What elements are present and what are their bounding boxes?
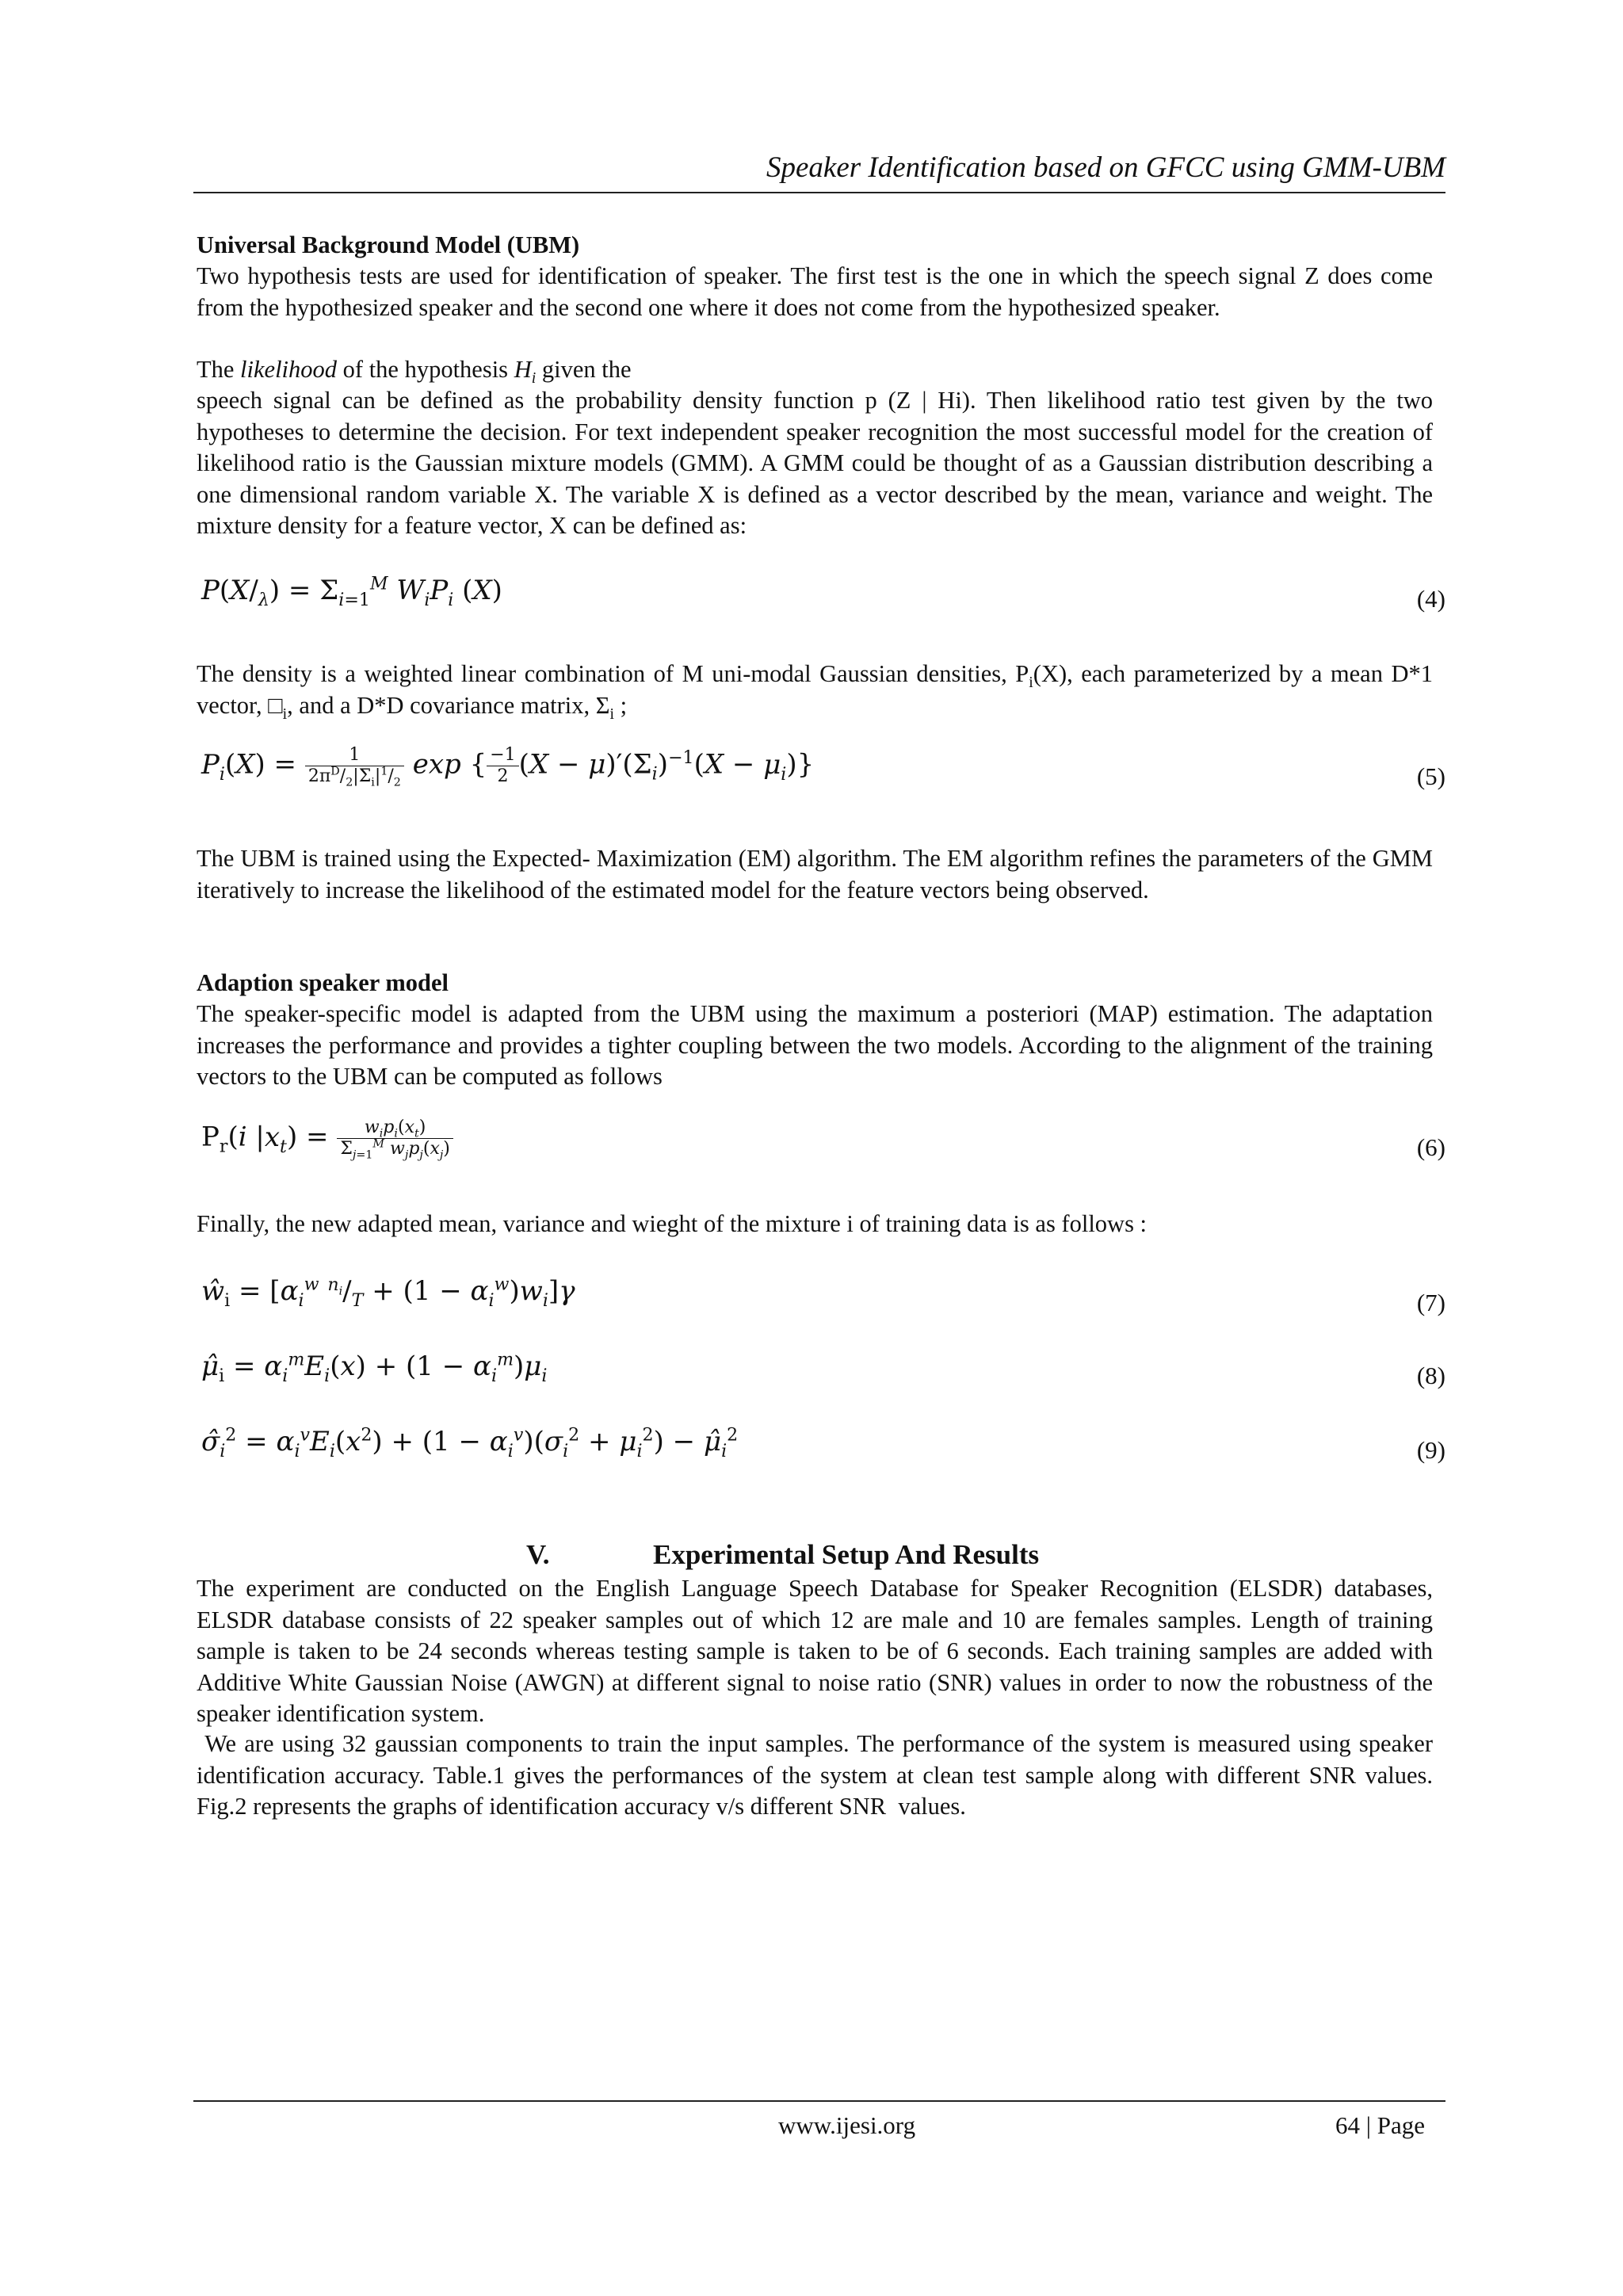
section-5-paragraph-1: The experiment are conducted on the English Language Speech Database for Speaker Recognition (ELSDR) databases, ELSDR database consists of 22 speaker samples out of which 12 are male and 10 are females samples. Length of training sample is taken to be 24 seconds whereas testing sample is taken to be of 6 seconds. Each training samples are added with Additive White Gaussian Noise (AWGN) at different signal to noise ratio (SNR) values in order to now the robustness of the speaker identification system. bbox=[197, 1575, 1433, 1727]
footer-website: www.ijesi.org bbox=[778, 2111, 916, 2139]
section-5-title: Experimental Setup And Results bbox=[653, 1539, 1040, 1570]
ubm-heading: Universal Background Model (UBM) bbox=[197, 231, 580, 258]
equation-7: $ŵ_i = [\alpha_i^w$ $^{n_i}/_T + (1 - \alpha_i^w)w_i]\gamma$ bbox=[201, 1274, 575, 1311]
footer-page-number: 64 | Page bbox=[1335, 2111, 1425, 2139]
ubm-paragraph-3: speech signal can be defined as the probability density function p (Z | Hi). Then likelihood ratio test given by the two hypotheses to determine the decision. For text independent speaker recognition the most successful model for the creation of likelihood ratio is the Gaussian mixture models (GMM). A GMM could be thought of as a Gaussian distribution describing a one dimensional random variable X. The variable X is defined as a vector described by the mean, variance and weight. The mixture density for a feature vector, X can be defined as: bbox=[197, 387, 1433, 539]
adaption-paragraph-2: Finally, the new adapted mean, variance and wieght of the mixture i of training data is as follows : bbox=[197, 1210, 1148, 1237]
equation-9: $\sigmâ_i^2 = \alpha_i^vE_i(x^2) + (1 - \alpha_i^v)(\sigma_i^2 + \mu_i^2)$ − $\mû_i^2$ bbox=[201, 1424, 739, 1461]
ubm-paragraph-2: The likelihood of the hypothesis $H_i$ given the bbox=[197, 356, 632, 388]
section-5-number: V. bbox=[526, 1539, 550, 1570]
running-header: Speaker Identification based on GFCC using GMM-UBM bbox=[766, 151, 1445, 184]
ubm-paragraph-1: Two hypothesis tests are used for identification of speaker. The first test is the one in which the speech signal Z does come from the hypothesized speaker and the second one where it does not come from the hypothesized speaker. bbox=[197, 262, 1433, 321]
section-5-paragraph-2: We are using 32 gaussian components to train the input samples. The performance of the system is measured using speaker identification accuracy. Table.1 gives the performances of the system at clean test sample along with different SNR values. Fig.2 represents the graphs of identification accuracy v/s different SNR values. bbox=[197, 1730, 1439, 1820]
header-rule bbox=[193, 192, 1445, 193]
equation-5-number: (5) bbox=[1416, 762, 1445, 790]
equation-6: $P_r(i$ $|x_t$) = $\frac{w_ip_i(x_t)}{\Sigma_{j=1}^M w_jp_j(x_j)}$ bbox=[201, 1117, 453, 1159]
ubm-paragraph-5: The UBM is trained using the Expected- Maximization (EM) algorithm. The EM algorithm refines the parameters of the GMM iteratively to increase the likelihood of the estimated model for the feature vectors being observed. bbox=[197, 845, 1433, 904]
equation-7-number: (7) bbox=[1416, 1289, 1445, 1316]
adaption-heading: Adaption speaker model bbox=[197, 969, 449, 996]
equation-8: $\mû_i = \alpha_i^mE_i(x) + (1 - \alpha_i^m)\mu_i$ bbox=[201, 1349, 548, 1386]
adaption-paragraph-1: The speaker-specific model is adapted from the UBM using the maximum a posteriori (MAP) estimation. The adaptation increases the performance and provides a tighter coupling between the two models. According to the alignment of the training vectors to the UBM can be computed as follows bbox=[197, 1000, 1433, 1090]
equation-4-number: (4) bbox=[1416, 585, 1445, 613]
equation-8-number: (8) bbox=[1416, 1362, 1445, 1389]
equation-9-number: (9) bbox=[1416, 1436, 1445, 1464]
equation-4: $P(X/_\lambda) = \Sigma_{i=1}^M$ $W_iP_i$ (X) bbox=[201, 573, 502, 610]
ubm-paragraph-4: The density is a weighted linear combination of M uni-modal Gaussian densities, $P_i(X)$, each parameterized by a mean D*1 vector, $□_i$, and a D*D covariance matrix, $\Sigma_i$ ; bbox=[197, 660, 1433, 723]
equation-6-number: (6) bbox=[1416, 1133, 1445, 1161]
equation-5: $P_i(X)$ = $\frac{1}{2\pi^D/_2|\Sigma_i|^1/_2}$ exp { $\frac{-1}{2}$ $(X - \mu)'(\Sigma_i)^{-1}(X - \mu_i)$} bbox=[201, 745, 815, 789]
footer-rule bbox=[193, 2100, 1445, 2102]
